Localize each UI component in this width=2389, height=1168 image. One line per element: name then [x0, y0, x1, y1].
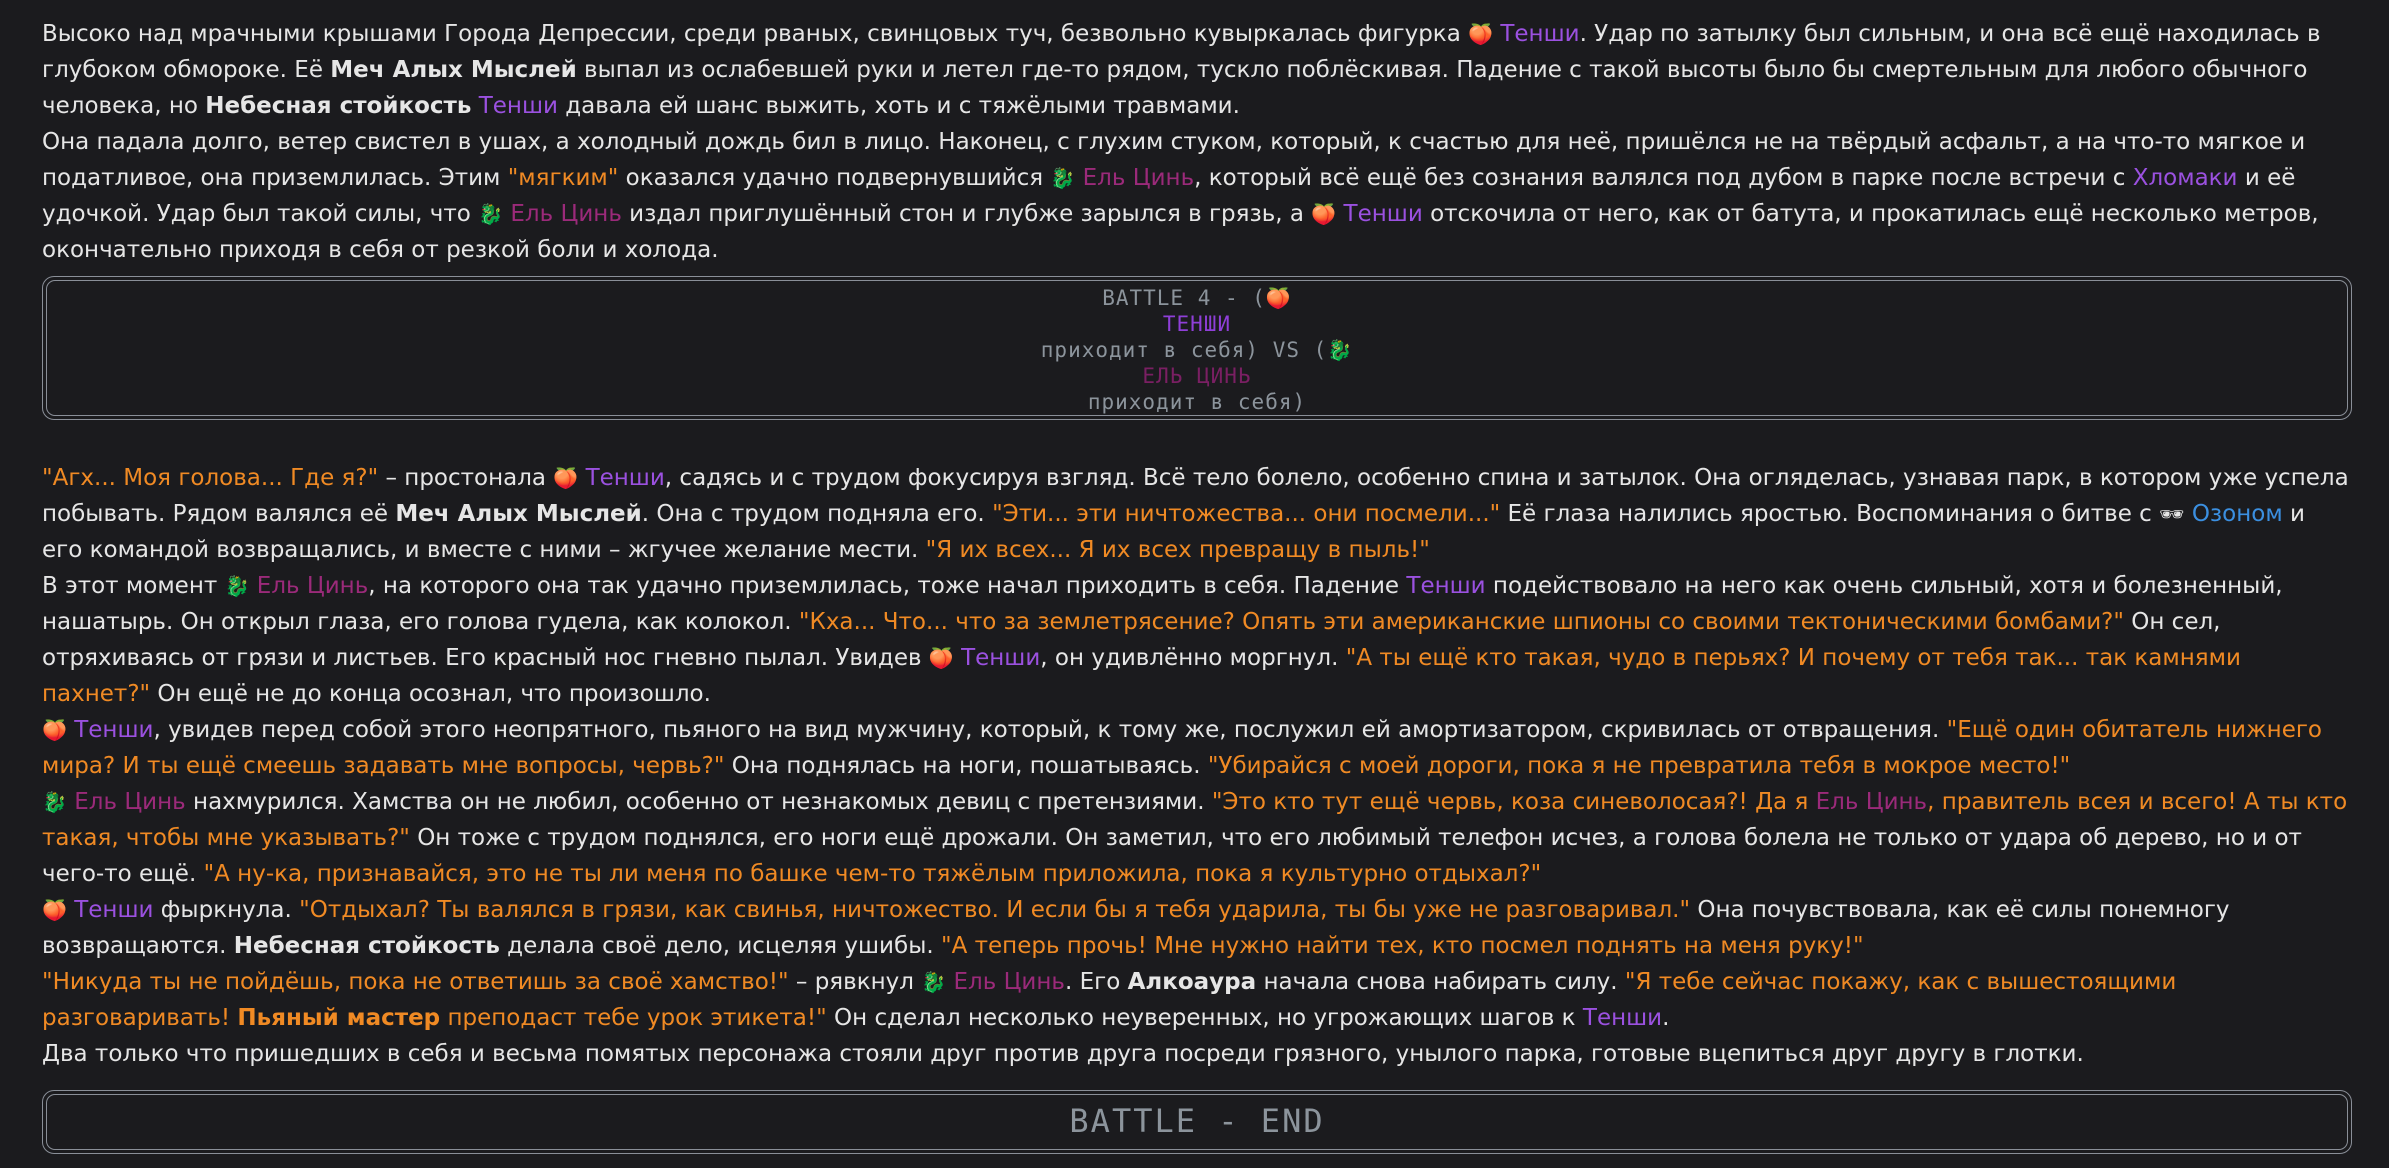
name-el: Ель Цинь	[74, 789, 186, 815]
battle-end-banner	[42, 1090, 2352, 1154]
dragon-icon: 🐉	[478, 202, 504, 226]
paragraph-2: Она падала долго, ветер свистел в ушах, а холодный дождь бил в лицо. Наконец, с глухим стуком, который, к счастью для неё, пришёлся не на твёрдый асфальт, а на что-то мягкое и податливое, она приземлилась. Этим "мягким" оказался удачно подвернувшийся 🐉 Ель Цинь, который всё ещё без сознания валялся под дубом в парке после встречи с Хломаки и её удочкой. Удар был такой силы, что 🐉 Ель Цинь издал приглушённый стон и глубже зарылся в грязь, а 🍑 Тенши отскочила от него, как от батута, и прокатилась ещё несколько метров, окончательно приходя в себя от резкой боли и холода.	[42, 129, 2319, 263]
name-hlomaki: Хломаки	[2132, 165, 2238, 191]
dragon-icon: 🐉	[1327, 338, 1354, 362]
paragraph-3: "Агх... Моя голова... Где я?" – простонала 🍑 Тенши, садясь и с трудом фокусируя взгляд. Всё тело болело, особенно спина и затылок. Она огляделась, узнавая парк, в котором уже успела побывать. Рядом валялся её Меч Алых Мыслей. Она с трудом подняла его. "Эти... эти ничтожества... они посмели..." Её глаза налились яростью. Воспоминания о битве с 🕶 Озоном и его командой возвращались, и вместе с ними – жгучее желание мести. "Я их всех... Я их всех превращу в пыль!"	[42, 465, 2349, 563]
name-tenshi: Тенши	[74, 717, 154, 743]
skill-alcoaura: Алкоаура	[1127, 969, 1257, 995]
name-tenshi: Тенши	[74, 897, 154, 923]
name-tenshi: Тенши	[961, 645, 1041, 671]
battle-status: приходит в себя) VS (	[1040, 338, 1328, 362]
peach-icon: 🍑	[42, 898, 67, 922]
skill-resist: Небесная стойкость	[205, 93, 472, 119]
quote: "Я их всех... Я их всех превращу в пыль!"	[925, 537, 1430, 563]
battle-banner	[42, 276, 2352, 420]
peach-icon: 🍑	[1265, 286, 1292, 310]
sunglasses-icon: 🕶	[2159, 502, 2185, 526]
quote: "Никуда ты не пойдёшь, пока не ответишь за своё хамство!"	[42, 969, 789, 995]
name-tenshi: Тенши	[1406, 573, 1486, 599]
name-el: Ель Цинь	[510, 201, 622, 227]
peach-icon: 🍑	[42, 718, 67, 742]
dragon-icon: 🐉	[1050, 166, 1076, 190]
dragon-icon: 🐉	[42, 790, 67, 814]
name-el: Ель Цинь	[256, 573, 369, 599]
peach-icon: 🍑	[553, 466, 579, 490]
story-content	[42, 16, 2352, 1072]
name-tenshi: Тенши	[478, 93, 558, 119]
dragon-icon: 🐉	[224, 574, 250, 598]
battle-title: BATTLE 4 - (	[1102, 286, 1266, 310]
name-ozon: Озоном	[2191, 501, 2283, 527]
quote: "мягким"	[507, 165, 619, 191]
name-el: Ель Цинь	[953, 969, 1065, 995]
quote: "А теперь прочь! Мне нужно найти тех, кто посмел поднять на меня руку!"	[940, 933, 1864, 959]
quote: "Ещё один обитатель нижнего мира? И ты ещё смеешь задавать мне вопросы, червь?"	[42, 717, 2323, 779]
paragraph-9: Два только что пришедших в себя и весьма помятых персонажа стояли друг против друга посреди грязного, унылого парка, готовые вцепиться друг другу в глотки.	[42, 1041, 2084, 1067]
name-tenshi: Тенши	[1582, 1005, 1663, 1031]
paragraph-8: "Никуда ты не пойдёшь, пока не ответишь за своё хамство!" – рявкнул 🐉 Ель Цинь. Его Алкоаура начала снова набирать силу. "Я тебе сейчас покажу, как с вышестоящими разговаривать! Пьяный мастер преподаст тебе урок этикета!" Он сделал несколько неуверенных, но угрожающих шагов к Тенши.	[42, 969, 2177, 1031]
quote: , правитель всея и всего! А ты кто такая, чтобы мне указывать?"	[42, 789, 2348, 851]
item-sword: Меч Алых Мыслей	[395, 501, 642, 527]
paragraph-4: В этот момент 🐉 Ель Цинь, на которого она так удачно приземлилась, тоже начал приходить в себя. Падение Тенши подействовало на него как очень сильный, хотя и болезненный, нашатырь. Он открыл глаза, его голова гудела, как колокол. "Кха... Что... что за землетрясение? Опять эти американские шпионы со своими тектоническими бомбами?" Он сел, отряхиваясь от грязи и листьев. Его красный нос гневно пылал. Увидев 🍑 Тенши, он удивлённо моргнул. "А ты ещё кто такая, чудо в перьях? И почему от тебя так... так камнями пахнет?" Он ещё не до конца осознал, что произошло.	[42, 573, 2283, 707]
quote: "Убирайся с моей дороги, пока я не превратила тебя в мокрое место!"	[1207, 753, 2071, 779]
quote: "Агх... Моя голова... Где я?"	[42, 465, 379, 491]
paragraph-7: 🍑 Тенши фыркнула. "Отдыхал? Ты валялся в грязи, как свинья, ничтожество. И если бы я тебя ударила, ты бы уже не разговаривал." Она почувствовала, как её силы понемногу возвращаются. Небесная стойкость делала своё дело, исцеляя ушибы. "А теперь прочь! Мне нужно найти тех, кто посмел поднять на меня руку!"	[42, 897, 2230, 959]
paragraph-5: 🍑 Тенши, увидев перед собой этого неопрятного, пьяного на вид мужчину, который, к тому же, послужил ей амортизатором, скривилась от отвращения. "Ещё один обитатель нижнего мира? И ты ещё смеешь задавать мне вопросы, червь?" Она поднялась на ноги, пошатываясь. "Убирайся с моей дороги, пока я не превратила тебя в мокрое место!"	[42, 717, 2323, 779]
battle-end-text: BATTLE - END	[46, 1094, 2348, 1150]
peach-icon: 🍑	[928, 646, 954, 670]
dragon-icon: 🐉	[921, 970, 947, 994]
battle-name-el: ЕЛЬ ЦИНЬ	[1142, 364, 1252, 388]
battle-name-tenshi: ТЕНШИ	[1162, 312, 1232, 336]
name-tenshi: Тенши	[1343, 201, 1423, 227]
skill-resist: Небесная стойкость	[233, 933, 500, 959]
name-tenshi: Тенши	[585, 465, 665, 491]
quote: "Кха... Что... что за землетрясение? Опять эти американские шпионы со своими тектоническими бомбами?"	[798, 609, 2124, 635]
quote: "Эти... эти ничтожества... они посмели..."	[992, 501, 1501, 527]
quote: преподаст тебе урок этикета!"	[440, 1005, 827, 1031]
quote: "Отдыхал? Ты валялся в грязи, как свинья, ничтожество. И если бы я тебя ударила, ты бы уже не разговаривал."	[299, 897, 1691, 923]
quote: "Это кто тут ещё червь, коза синеволосая?! Да я	[1211, 789, 1816, 815]
quote: "А ты ещё кто такая, чудо в перьях? И почему от тебя так... так камнями пахнет?"	[42, 645, 2241, 707]
item-sword: Меч Алых Мыслей	[330, 57, 577, 83]
skill-drunk-master: Пьяный мастер	[237, 1005, 441, 1031]
quote: "А ну-ка, признавайся, это не ты ли меня по башке чем-то тяжёлым приложила, пока я культурно отдыхал?"	[203, 861, 1542, 887]
peach-icon: 🍑	[1468, 22, 1494, 46]
battle-status: приходит в себя)	[1087, 390, 1307, 414]
name-el: Ель Цинь	[1815, 789, 1928, 815]
peach-icon: 🍑	[1311, 202, 1337, 226]
quote: "Я тебе сейчас покажу, как с вышестоящими разговаривать!	[42, 969, 2177, 1031]
paragraph-6: 🐉 Ель Цинь нахмурился. Хамства он не любил, особенно от незнакомых девиц с претензиями. "Это кто тут ещё червь, коза синеволосая?! Да я Ель Цинь, правитель всея и всего! А ты кто такая, чтобы мне указывать?" Он тоже с трудом поднялся, его ноги ещё дрожали. Он заметил, что его любимый телефон исчез, а голова болела не только от удара об дерево, но и от чего-то ещё. "А ну-ка, признавайся, это не ты ли меня по башке чем-то тяжёлым приложила, пока я культурно отдыхал?"	[42, 789, 2348, 887]
paragraph-1: Высоко над мрачными крышами Города Депрессии, среди рваных, свинцовых туч, безвольно кувыркалась фигурка 🍑 Тенши. Удар по затылку был сильным, и она всё ещё находилась в глубоком обмороке. Её Меч Алых Мыслей выпал из ослабевшей руки и летел где-то рядом, тускло поблёскивая. Падение с такой высоты было бы смертельным для любого обычного человека, но Небесная стойкость Тенши давала ей шанс выжить, хоть и с тяжёлыми травмами.	[42, 21, 2321, 119]
name-tenshi: Тенши	[1500, 21, 1580, 47]
name-el: Ель Цинь	[1082, 165, 1195, 191]
